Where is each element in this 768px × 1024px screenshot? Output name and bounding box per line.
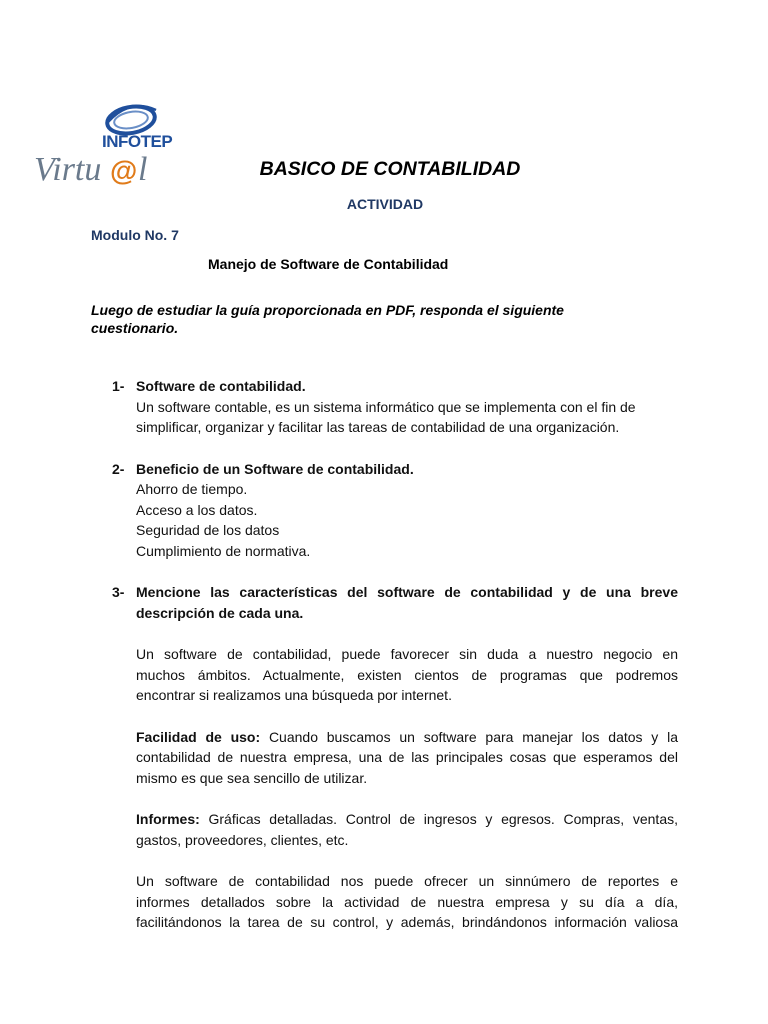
- benefit-item: Ahorro de tiempo.: [136, 481, 248, 497]
- paragraph-line: facilitándonos la tarea de su control, y además, brindándonos información valiosa: [136, 914, 678, 930]
- question-number: 1-: [112, 378, 125, 394]
- question-heading: Mencione las características del software de contabilidad y de una breve: [136, 584, 678, 600]
- questionnaire: [112, 376, 678, 933]
- benefit-item: Cumplimiento de normativa.: [136, 542, 311, 559]
- module-topic: Manejo de Software de Contabilidad: [208, 256, 449, 272]
- answer-paragraph-intro: [136, 644, 678, 706]
- question-number: 2-: [112, 460, 125, 477]
- svg-text:Virtu: Virtu: [34, 151, 102, 188]
- document-subtitle: ACTIVIDAD: [346, 196, 424, 212]
- answer-paragraph-ease-of-use: [136, 727, 678, 789]
- paragraph-line: gastos, proveedores, clientes, etc.: [136, 831, 349, 848]
- paragraph-line: [136, 809, 678, 830]
- paragraph-line: mismo es que sea sencillo de utilizar.: [136, 769, 368, 786]
- paragraph-line: contabilidad de nuestra empresa, una de las principales cosas que esperamos del: [136, 749, 678, 765]
- question-1: [112, 376, 678, 438]
- paragraph-text: Cuando buscamos un software para manejar los datos y la: [260, 728, 678, 745]
- svg-text:l: l: [138, 151, 148, 188]
- paragraph-line: muchos ámbitos. Actualmente, existen cientos de programas que podremos: [136, 666, 678, 683]
- svg-text:@: @: [110, 155, 138, 186]
- svg-text:INFOTEP: INFOTEP: [102, 132, 173, 151]
- question-2: [112, 459, 678, 562]
- answer-paragraph-reports-detail: [136, 871, 678, 933]
- benefit-item: Seguridad de los datos: [136, 522, 280, 538]
- question-3: [112, 582, 678, 933]
- paragraph-line: encontrar si realizamos una búsqueda por internet.: [136, 687, 452, 703]
- question-heading: Software de contabilidad.: [136, 378, 306, 394]
- answer-line: Un software contable, es un sistema informático que se implementa con el fin de: [136, 398, 636, 415]
- question-number: 3-: [112, 584, 125, 600]
- benefit-item: Acceso a los datos.: [136, 501, 258, 518]
- paragraph-text: Gráficas detalladas. Control de ingresos y egresos. Compras, ventas,: [199, 811, 678, 827]
- answer-paragraph-reports: [136, 809, 678, 850]
- paragraph-line: informes detallados sobre la actividad de nuestra empresa y su día a día,: [136, 893, 678, 910]
- instructions: Luego de estudiar la guía proporcionada en PDF, responda el siguiente cuestionario.: [91, 302, 564, 336]
- document-title: BASICO DE CONTABILIDAD: [259, 158, 521, 180]
- paragraph-line: [136, 727, 678, 748]
- feature-label: Facilidad de uso:: [136, 728, 261, 745]
- paragraph-line: Un software de contabilidad nos puede ofrecer un sinnúmero de reportes e: [136, 873, 678, 889]
- answer-line: simplificar, organizar y facilitar las tareas de contabilidad de una organización.: [136, 419, 620, 435]
- feature-label: Informes:: [136, 811, 200, 827]
- question-heading: Beneficio de un Software de contabilidad.: [136, 460, 414, 477]
- question-heading-cont: descripción de cada una.: [136, 604, 304, 621]
- module-number: Modulo No. 7: [91, 227, 179, 243]
- paragraph-line: Un software de contabilidad, puede favorecer sin duda a nuestro negocio en: [136, 646, 678, 662]
